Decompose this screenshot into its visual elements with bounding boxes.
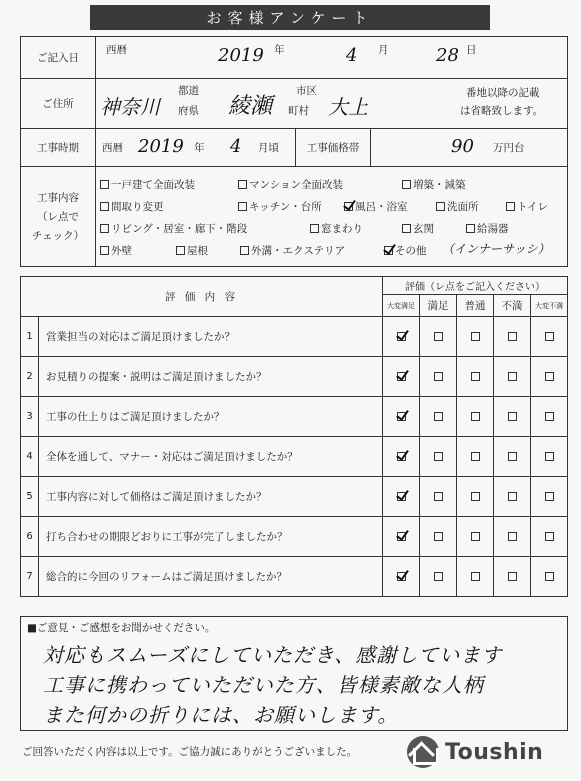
eval-row	[21, 477, 568, 517]
eval-option-cell	[420, 517, 457, 557]
work-item-label: キッチン・台所	[249, 201, 322, 213]
work-item-label: 風呂・浴室	[355, 201, 408, 213]
work-item-checkbox[interactable]	[506, 202, 515, 211]
rating-checkbox[interactable]	[434, 452, 443, 461]
period-year-handwritten: 2019	[138, 136, 184, 157]
rating-checkbox[interactable]	[508, 492, 517, 501]
eval-option-cell	[420, 557, 457, 597]
work-item-checkbox[interactable]	[100, 246, 109, 255]
rating-checkbox[interactable]	[471, 412, 480, 421]
prefecture-unit-bottom: 府県	[178, 105, 199, 117]
comments-label: ■ご意見・ご感想をお聞かせください。	[27, 622, 216, 634]
eval-question-text: 打ち合わせの期限どおりに工事が完了しましたか？	[39, 517, 383, 557]
eval-option-cell	[420, 477, 457, 517]
eval-question-text: お見積りの提案・説明はご満足頂けましたか？	[39, 357, 383, 397]
footer-text: ご回答いただく内容は以上です。ご協力誠にありがとうございました。	[22, 746, 358, 758]
rating-checkbox[interactable]	[471, 532, 480, 541]
eval-option-cell	[494, 357, 531, 397]
work-item-checkbox[interactable]	[402, 180, 411, 189]
work-item-label: 外溝・エクステリア	[251, 245, 346, 257]
work-item[interactable]	[176, 243, 208, 258]
price-cell	[371, 129, 568, 167]
eval-header-rating: 評価（レ点をご記入ください）	[383, 277, 568, 295]
eval-option-cell	[383, 557, 420, 597]
eval-row	[21, 557, 568, 597]
date-cell	[96, 37, 568, 79]
work-label-line-1: 工事内容	[37, 192, 79, 204]
rating-checkbox[interactable]	[545, 572, 554, 581]
work-item-checkbox[interactable]	[384, 246, 393, 255]
work-item-label: その他	[395, 245, 427, 257]
work-item-checkbox[interactable]	[240, 246, 249, 255]
date-era: 西暦	[106, 44, 127, 56]
eval-option-header: 大変不満	[531, 295, 568, 317]
work-item-label: 一戸建て全面改装	[111, 179, 195, 191]
eval-option-cell	[420, 397, 457, 437]
prefecture-unit-top: 都道	[178, 85, 199, 97]
work-item[interactable]	[100, 221, 247, 236]
work-item[interactable]	[384, 243, 427, 258]
rating-checkbox[interactable]	[508, 332, 517, 341]
house-icon	[407, 736, 439, 768]
price-unit: 万円台	[493, 142, 525, 154]
eval-option-cell	[420, 437, 457, 477]
work-item-label: 増築・減築	[413, 179, 466, 191]
work-label-line-3: チェック）	[31, 230, 85, 242]
eval-option-cell	[383, 517, 420, 557]
work-items-cell	[96, 167, 568, 267]
eval-option-cell	[457, 557, 494, 597]
work-item-label: 屋根	[187, 245, 208, 257]
date-label: ご記入日	[21, 37, 96, 79]
rating-checkbox[interactable]	[508, 532, 517, 541]
eval-option-cell	[420, 317, 457, 357]
eval-option-cell	[494, 477, 531, 517]
eval-option-cell	[383, 317, 420, 357]
eval-row	[21, 437, 568, 477]
work-item-label: マンション全面改装	[249, 179, 344, 191]
company-logo	[407, 736, 543, 768]
eval-option-cell	[457, 397, 494, 437]
city-unit-bottom: 町村	[288, 105, 309, 117]
comments-box	[20, 616, 568, 731]
work-item[interactable]	[100, 199, 164, 214]
work-item-checkbox[interactable]	[100, 224, 109, 233]
eval-option-header: 満足	[420, 295, 457, 317]
eval-option-cell	[494, 437, 531, 477]
work-item-label: トイレ	[517, 201, 548, 213]
eval-option-cell	[457, 357, 494, 397]
rating-checkbox[interactable]	[434, 572, 443, 581]
rating-checkbox[interactable]	[434, 532, 443, 541]
rating-checkbox[interactable]	[545, 332, 554, 341]
price-handwritten: 90	[451, 136, 474, 157]
eval-option-header: 不満	[494, 295, 531, 317]
eval-question-number: 7	[21, 557, 39, 597]
comment-line-3: また何かの折りには、お願いします。	[43, 703, 399, 727]
address-note-2: は省略致します。	[460, 105, 544, 117]
rating-checkbox[interactable]	[434, 372, 443, 381]
eval-row	[21, 357, 568, 397]
eval-option-cell	[457, 477, 494, 517]
work-item[interactable]	[100, 243, 132, 258]
rating-checkbox[interactable]	[471, 452, 480, 461]
eval-row	[21, 397, 568, 437]
date-month-unit: 月	[378, 44, 389, 56]
rating-checkbox[interactable]	[471, 492, 480, 501]
work-item[interactable]	[240, 243, 345, 258]
date-month-handwritten: 4	[346, 45, 358, 66]
period-month-unit: 月頃	[258, 142, 279, 154]
work-item[interactable]	[466, 221, 509, 236]
eval-option-cell	[383, 397, 420, 437]
rating-checkbox[interactable]	[471, 332, 480, 341]
rating-checkbox[interactable]	[508, 412, 517, 421]
eval-option-cell	[494, 517, 531, 557]
rating-checkbox[interactable]	[471, 372, 480, 381]
prefecture-handwritten: 神奈川	[100, 95, 160, 119]
work-item[interactable]	[310, 221, 363, 236]
eval-option-cell	[383, 357, 420, 397]
eval-question-text: 総合的に今回のリフォームはご満足頂けましたか？	[39, 557, 383, 597]
eval-option-cell	[531, 357, 568, 397]
eval-option-cell	[531, 397, 568, 437]
work-item-label: 間取り変更	[111, 201, 164, 213]
rating-checkbox[interactable]	[545, 492, 554, 501]
work-item[interactable]	[506, 199, 548, 214]
eval-question-number: 5	[21, 477, 39, 517]
work-item-checkbox[interactable]	[310, 224, 319, 233]
rating-checkbox[interactable]	[508, 372, 517, 381]
other-handwritten: （インナーサッシ）	[442, 242, 550, 256]
work-item-checkbox[interactable]	[100, 180, 109, 189]
eval-question-text: 工事の仕上りはご満足頂けましたか？	[39, 397, 383, 437]
eval-option-cell	[531, 517, 568, 557]
city-handwritten: 綾瀬	[228, 94, 273, 119]
date-day-unit: 日	[466, 44, 477, 56]
work-item-checkbox[interactable]	[238, 180, 247, 189]
period-label: 工事時期	[21, 129, 96, 167]
date-year-handwritten: 2019	[218, 45, 264, 66]
period-month-handwritten: 4	[230, 136, 242, 157]
rating-checkbox[interactable]	[434, 332, 443, 341]
rating-checkbox[interactable]	[471, 572, 480, 581]
rating-checkbox[interactable]	[545, 372, 554, 381]
work-item[interactable]	[402, 177, 466, 192]
rating-checkbox[interactable]	[397, 332, 406, 341]
work-item-label: 給湯器	[477, 223, 509, 235]
eval-option-cell	[494, 397, 531, 437]
work-item[interactable]	[100, 177, 195, 192]
eval-header-content: 評 価 内 容	[21, 277, 383, 317]
work-item[interactable]	[436, 199, 479, 214]
eval-option-cell	[383, 477, 420, 517]
town-handwritten: 大上	[328, 95, 368, 119]
work-item-label: 外壁	[111, 245, 132, 257]
comment-line-1: 対応もスムーズにしていただき、感謝しています	[43, 643, 503, 667]
work-item-checkbox[interactable]	[344, 202, 353, 211]
rating-checkbox[interactable]	[545, 532, 554, 541]
page-title: お客様アンケート	[90, 5, 490, 30]
city-unit-top: 市区	[296, 85, 317, 97]
eval-option-cell	[494, 317, 531, 357]
eval-option-header: 普通	[457, 295, 494, 317]
eval-question-text: 営業担当の対応はご満足頂けましたか？	[39, 317, 383, 357]
info-table	[20, 36, 568, 267]
rating-checkbox[interactable]	[434, 492, 443, 501]
work-item-label: 洗面所	[447, 201, 479, 213]
rating-checkbox[interactable]	[508, 572, 517, 581]
work-item[interactable]	[238, 177, 343, 192]
eval-option-cell	[494, 557, 531, 597]
work-label-line-2: （レ点で	[37, 211, 79, 223]
rating-checkbox[interactable]	[545, 412, 554, 421]
work-item[interactable]	[238, 199, 322, 214]
period-cell	[96, 129, 296, 167]
comment-line-2: 工事に携わっていただいた方、皆様素敵な人柄	[43, 673, 484, 697]
price-label: 工事価格帯	[296, 129, 371, 167]
rating-checkbox[interactable]	[397, 492, 406, 501]
work-item-label: 玄関	[413, 223, 434, 235]
eval-question-number: 4	[21, 437, 39, 477]
eval-option-cell	[531, 437, 568, 477]
address-note-1: 番地以降の記載	[466, 87, 540, 99]
work-item-label: リビング・居室・廊下・階段	[111, 223, 248, 235]
eval-option-cell	[420, 357, 457, 397]
work-item-checkbox[interactable]	[176, 246, 185, 255]
eval-option-cell	[531, 557, 568, 597]
eval-question-number: 6	[21, 517, 39, 557]
eval-option-cell	[531, 317, 568, 357]
date-year-unit: 年	[274, 44, 285, 56]
eval-question-text: 全体を通して、マナー・対応はご満足頂けましたか？	[39, 437, 383, 477]
eval-option-cell	[457, 437, 494, 477]
evaluation-table	[20, 276, 568, 597]
work-item-checkbox[interactable]	[100, 202, 109, 211]
eval-option-cell	[457, 317, 494, 357]
work-item[interactable]	[402, 221, 434, 236]
rating-checkbox[interactable]	[397, 452, 406, 461]
rating-checkbox[interactable]	[434, 412, 443, 421]
rating-checkbox[interactable]	[397, 372, 406, 381]
address-cell	[96, 79, 568, 129]
work-label	[21, 167, 96, 267]
period-year-unit: 年	[194, 142, 205, 154]
eval-option-header: 大変満足	[383, 295, 420, 317]
work-item-checkbox[interactable]	[402, 224, 411, 233]
rating-checkbox[interactable]	[545, 452, 554, 461]
eval-option-cell	[457, 517, 494, 557]
address-label: ご住所	[21, 79, 96, 129]
logo-text: Toushin	[445, 739, 544, 765]
date-day-handwritten: 28	[436, 45, 459, 66]
eval-question-number: 3	[21, 397, 39, 437]
work-item-checkbox[interactable]	[436, 202, 445, 211]
rating-checkbox[interactable]	[397, 412, 406, 421]
work-item-label: 窓まわり	[321, 223, 363, 235]
eval-option-cell	[383, 437, 420, 477]
period-era: 西暦	[102, 142, 123, 154]
eval-row	[21, 517, 568, 557]
work-item[interactable]	[344, 199, 408, 214]
eval-row	[21, 317, 568, 357]
work-item-checkbox[interactable]	[466, 224, 475, 233]
work-item-checkbox[interactable]	[238, 202, 247, 211]
eval-question-text: 工事内容に対して価格はご満足頂けましたか？	[39, 477, 383, 517]
rating-checkbox[interactable]	[397, 572, 406, 581]
eval-question-number: 1	[21, 317, 39, 357]
eval-question-number: 2	[21, 357, 39, 397]
rating-checkbox[interactable]	[397, 532, 406, 541]
rating-checkbox[interactable]	[508, 452, 517, 461]
eval-option-cell	[531, 477, 568, 517]
